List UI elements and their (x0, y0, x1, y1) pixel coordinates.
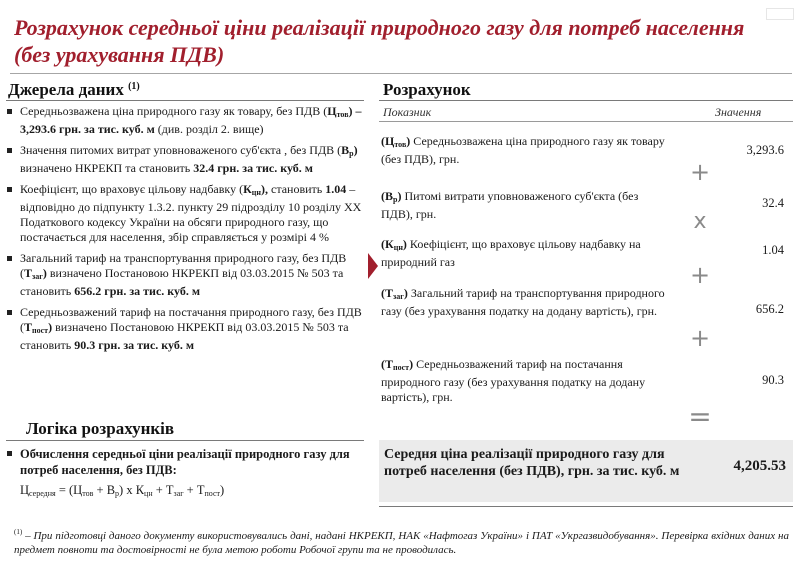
logic-bullet (7, 451, 12, 456)
plus-icon: + (689, 158, 711, 186)
col-indicator-header: Показник (383, 105, 432, 119)
sources-heading (8, 80, 140, 100)
source-item-transport: Загальний тариф на транспортування природного газу, без ПДВ $(Т_{заг})$ визначено Постановою НКРЕКП від 03.03.2015 № 503 та становить 656.2 грн. за тис. куб. м (4, 251, 362, 299)
logic-description: Обчислення середньої ціни реалізації природного газу для потреб населення, без ПДВ: (20, 447, 350, 477)
plus-icon: + (689, 261, 711, 289)
sources-list (4, 104, 362, 359)
title-divider (10, 73, 792, 74)
arrow-right-icon (368, 253, 378, 279)
source-item-price: Середньозважена ціна природного газу як товару, без ПДВ $(Ц_{тов}) - 3,293.6$ грн. за тис. куб. м (див. розділ 2. вище) (4, 104, 362, 137)
source-item-coefficient: Коефіцієнт, що враховує цільову надбавку $(К_{цн})$, становить 1.04 – відповідно до підпункту 1.3.2. пункту 29 підрозділу 10 розділу XX Податкового кодексу України на обсяги природного газу, що постачається для населення, збір справляється у розмірі 4 % (4, 182, 362, 245)
footnote-text: – При підготовці даного документу використовувались дані, надані НКРЕКП, НАК «Нафтогаз України» і ПАТ «Укргазвидобування». Перевірка вхідних даних на предмет повноти та достовірності не була метою роботи Робочої групи та не проводилась. (14, 530, 789, 556)
sources-footnote-mark: (1) (128, 81, 140, 92)
calc-value-transport: 656.2 (755, 302, 784, 316)
result-value: 4,205.53 (733, 458, 786, 474)
calc-value-price: 3,293.6 (746, 143, 784, 157)
source-item-costs: Значення питомих витрат уповноваженого суб'єкта , без ПДВ $(В_р)$ визначено НКРЕКП та становить 32.4 грн. за тис. куб. м (4, 143, 362, 176)
calc-value-coefficient: 1.04 (762, 243, 784, 257)
calc-row-price: $(Ц_{тов})$ Середньозважена ціна природного газу як товару (без ПДВ), грн. (381, 134, 665, 166)
equals-icon: = (688, 400, 712, 433)
col-value-header: Значення (715, 105, 762, 119)
calc-header-divider (379, 121, 793, 122)
sources-heading-text: Джерела даних (8, 80, 124, 99)
logic-divider (6, 440, 364, 441)
corner-frame (766, 8, 794, 20)
calc-row-transport: $(Т_{заг})$ Загальний тариф на транспортування природного газу (без урахування податку на додану вартість), грн. (381, 286, 665, 318)
calc-heading: Розрахунок (383, 80, 471, 99)
page-title: Розрахунок середньої ціни реалізації природного газу для потреб населення (без урахування ПДВ) (14, 15, 745, 67)
calc-row-supply: $(Т_{пост})$ Середньозважений тариф на постачання природного газу (без урахування податку на додану вартість), грн. (381, 357, 646, 404)
multiply-icon: x (693, 209, 707, 234)
logic-heading: Логіка розрахунків (26, 419, 175, 438)
source-item-supply: Середньозважений тариф на постачання природного газу, без ПДВ $(Т_{пост})$ визначено Постановою НКРЕКП від 03.03.2015 № 503 та становить 90.3 грн. за тис. куб. м (4, 305, 362, 353)
result-divider (379, 506, 793, 507)
result-label: Середня ціна реалізації природного газу для потреб населення (без ПДВ), грн. за тис. куб. м (384, 447, 680, 479)
plus-icon: + (689, 324, 711, 352)
calc-row-coefficient: $(К_{цн})$ Коефіцієнт, що враховує цільову надбавку на природний газ (381, 237, 641, 269)
logic-formula: $Ц_{середня} = (Ц_{тов} + В_р)$ х $К_{цн} + Т_{заг} + Т_{пост}$) (20, 483, 225, 498)
calc-value-costs: 32.4 (762, 196, 784, 210)
calc-divider (379, 100, 793, 101)
footnote (14, 525, 789, 557)
calc-value-supply: 90.3 (762, 373, 784, 387)
calc-row-costs: $(В_р)$ Питомі витрати уповноваженого суб'єкта (без ПДВ), грн. (381, 189, 639, 221)
logic-block (4, 446, 362, 502)
footnote-mark: (1) (14, 528, 23, 536)
sources-divider (6, 100, 364, 101)
